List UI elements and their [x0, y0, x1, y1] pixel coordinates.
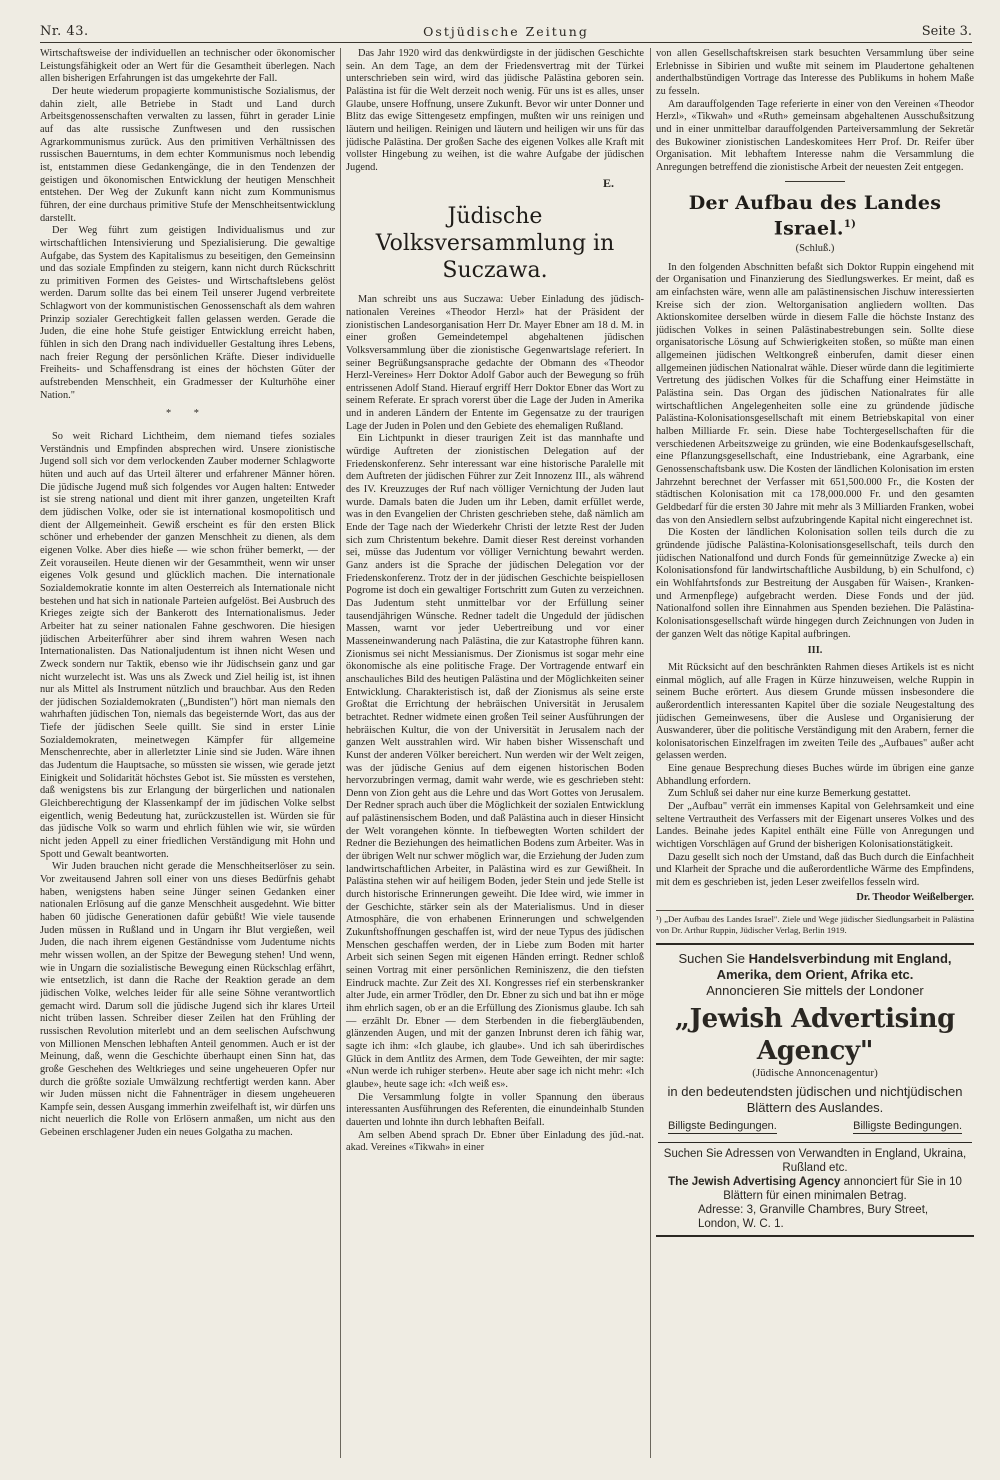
- paragraph: Eine genaue Besprechung dieses Buches würde im übrigen eine ganze Abhandlung erfordern.: [656, 763, 974, 787]
- article-headline: [656, 192, 974, 239]
- ad-condition: Billigste Bedingungen.: [853, 1120, 962, 1133]
- divider: [785, 181, 845, 182]
- ad-line: Annoncieren Sie mittels der Londoner: [706, 983, 924, 999]
- masthead: [40, 22, 972, 43]
- author: Dr. Theodor Weißelberger.: [856, 891, 974, 903]
- ad-text: annonciert für Sie in 10 Blättern für einen minimalen Betrag.: [723, 1175, 962, 1202]
- paragraph: Wirtschaftsweise der individuellen an technischer oder ökonomischer Leistungsfähigkeit oder an Wert für die Gesamtheit überlegen. Nach allen bisherigen Erfahrungen ist das umgekehrte der Fall.: [40, 48, 335, 85]
- advertisement-2: [658, 1142, 972, 1231]
- ad-subtitle: (Jüdische Annoncenagentur): [752, 1067, 878, 1080]
- column-3: [656, 48, 974, 1468]
- paragraph: Der Weg führt zum geistigen Individualismus und zur wirtschaftlichen Intensivierung und Spezialisierung. Die gewaltige Aufgabe, das System des Kapitalismus zu beseitigen, den Gemeinsinn und das soziale Empfinden zu steigern, kann nicht durch Rückschritt zu primitiven Formen des Geistes- und Wirtschaftslebens gelöst werden. Darum sollte das bei einem Teil unserer Jugend verbreitete Schlagwort von der kommunistischen Genossenschaft als dem wahren Prinzip sozialer Gerechtigkeit fallen gelassen werden. Gerade die Juden, die eine hohe Stufe geistiger Entwicklung erreicht haben, fühlen in sich den Drang nach individueller Gestaltung ihres Lebens, nach freier Regung der persönlichen Kräfte. Dieser individuelle Freiheits- und Schaffensdrang ist eines der höchsten Güter der aufstrebenden Menschheit, ein Gradmesser der Kulturhöhe einer Nation.": [40, 225, 335, 401]
- paragraph: In den folgenden Abschnitten befaßt sich Doktor Ruppin eingehend mit der Organisation und Finanzierung des Siedlungswerkes. Er meint, daß es am einfachsten wäre, wenn alle am palästinensischen Jischuw interessierten Kreise sich der zion. Weltorganisation angliedern wollten. Das Aktionskomitee derselben würde in diesem Falle die höchste Instanz des jüdischen Volkes in seinen Palästinabestrebungen sein. Sollte diese organisatorische Lösung auf Schwierigkeiten stoßen, so müßte man einen allgemeinen jüdischen Weltkongreß einberufen, damit dieser einen allgemeinen jüdischen Nationalrat wähle. Dieser würde dann die legitimierte Vertretung des jüdischen Volkes für die Schaffung einer Heimstätte in Palästina sein. Das Organ des jüdischen Nationalrates für alle wirtschaftlichen Angelegenheiten solle eine zu gründende jüdische Palästina-Kolonisationsgesellschaft mit einem Betriebskapital von einer halben Milliarde Fr. sein. Diese habe Tochtergesellschaften für die verschiedenen Arbeitszweige zu gründen, wie eine Bodenkaufsgesellschaft, eine Pflanzungsgesellschaft, eine Industriebank, eine Agrarbank, eine Genossenschaftsbank usw. Die Kosten der ländlichen Kolonisation im ersten Jahrzehnt berechnet der Verfasser mit 651,500.000 Fr., die Kosten der städtischen Kolonisation mit ca 178,000.000 Fr. und den gesamten Geldbedarf für die ersten 30 Jahre mit mehr als 3 Milliarden Franken, wobei das von den Ansiedlern selbst aufzubringende Kapital nicht eingerechnet ist.: [656, 261, 974, 526]
- paragraph: Wir Juden brauchen nicht gerade die Menschheitserlöser zu sein. Vor zweitausend Jahren soll einer von uns dieses Bedürfnis gehabt haben, wenigstens haben seine Jünger seinen Gedanken einer nationalen Erlösung auf die ganze Menschheit ausgedehnt. Wie bitter haben 60 jüdische Generationen dafür gebüßt! Wie viele tausende Juden müssen in Rußland und in Ungarn ihr Blut vergießen, weil Juden, die nach ihrem eigenen Geständnisse vom Judentume nichts mehr wissen wollen, an der Spitze der Bewegung stehen! Und wenn, wie in Ungarn die sozialistische Bewegung einen Rückschlag erfährt, wie entsetzlich, ist dann die Rache der Reaktion gerade an dem jüdischen Volke, welches leider für alle seine Söhne verantwortlich gemacht wird. Darum soll die jüdische Jugend sich ihr klares Urteil nicht trüben lassen. Schreiber dieser Zeilen hat den Frühling der russischen Revolution miterlebt und an dem seelischen Aufschwung von Millionen Menschen lebhaften Anteil genommen. Auch er ist der Meinung, daß, wenn die Geschichte überhaupt einen Sinn hat, das große Geschehen des Weltkrieges und seine ungeheueren Opfer nur durch die größte soziale Umwälzung rechtfertigt werden kann. Aber wir Juden müssen nicht die Fahnenträger in diesem ungeheueren Kampfe sein, dessen Ausgang immerhin zweifelhaft ist, wir dürfen uns nicht neuerlich die Rolle von Erlösern anmaßen, um nicht aus den Gebeinen erschlagener Juden ein neues Golgatha zu machen.: [40, 861, 335, 1139]
- ad-condition: Billigste Bedingungen.: [668, 1120, 777, 1133]
- paragraph: Man schreibt uns aus Suczawa: Ueber Einladung des jüdisch-nationalen Vereines «Theodor Herzl» hat der Präsident der zionistischen Landesorganisation Herr Dr. Mayer Ebner am 18 d. M. in einer großen Gemeindetempel abgehaltenen jüdischen Volksversammlung über die zionistische Gegenwartslage referiert. In seiner Begrüßungsansprache gedachte der Obmann des «Theodor Herzl-Vereines» Herr Doktor Adolf Gabor auch der Bewegung so früh entrissenen Adolf Stand. Hierauf ergriff Herr Doktor Ebner das Wort zu seinem Referate. Er sprach vorerst über die Lage der Juden in Amerika und in anderen Ländern der Entente im Gegensatze zu der traurigen Lage der Juden in Polen und den Gebiete des ehemaligen Rußland.: [346, 294, 644, 432]
- article-subtitle: (Schluß.): [795, 242, 835, 254]
- paragraph: Der heute wiederum propagierte kommunistische Sozialismus, der dahin zielt, alle Betriebe in Stadt und Land durch Arbeitsgenossenschaften verwalten zu lassen, führt in gerader Linie auf das alte russische Zunftwesen und den russischen Agrarkommunismus zurück. Aus den primitiven Verhältnissen des russischen Bauerntums, in dem echter Kommunismus noch lebendig ist, entstammen diese Gedankengänge, die in den Tendenzen der geistigen und ökonomischen Entwicklung der heutigen Menschheit entstehen. Der Weg der Zukunft kann nicht zum Kommunismus führen, der eine durchaus primitive Stufe der Menschheitsentwicklung darstellt.: [40, 85, 335, 224]
- paragraph: Mit Rücksicht auf den beschränkten Rahmen dieses Artikels ist es nicht einmal möglich, auf alle Fragen in Kürze hinzuweisen, welche Ruppin in seinem Buche erörtert. Aus diesem Grunde müssen insbesondere die außerordentlich interessanten Kapitel über die soziale Neugestaltung des jüdischen Gemeinwesens, über die Auslese und Organisierung der Auswanderer, über die politische Verständigung mit den Arabern, ferner die kolonisatorischen Einzelfragen im zweiten Teile des „Aufbaues" außer acht gelassen werden.: [656, 661, 974, 762]
- section-number: III.: [807, 645, 823, 657]
- column-rule: [340, 48, 341, 1458]
- headline-text: Der Aufbau des Landes Israel.: [688, 191, 942, 239]
- ad-line: [658, 951, 972, 983]
- ad-conditions: [668, 1120, 962, 1134]
- paragraph: Dazu gesellt sich noch der Umstand, daß das Buch durch die Einfachheit und Klarheit der Sprache und die außerordentliche Wärme des Empfindens, mit dem es geschrieben ist, jeden Leser zweifellos fesseln wird.: [656, 851, 974, 889]
- article-headline: Jüdische Volksversammlung in Suczawa.: [375, 204, 615, 284]
- paragraph: Am darauffolgenden Tage referierte in einer von den Vereinen «Theodor Herzl», «Tikwah» und «Ruth» gemeinsam abgehaltenen Ausschußsitzung und in einer unmittelbar darauffolgenden Parteiversammlung der Sekretär des Bukowiner zionistischen Landeskomitees Herr Prof. Dr. Reifer über Organisation. Mit lebhaftem Interesse nahm die Versammlung die Anregungen betreffend die zionistische Arbeit der neuesten Zeit entgegen.: [656, 98, 974, 173]
- ad-line: in den bedeutendsten jüdischen und nichtjüdischen Blättern des Auslandes.: [667, 1084, 963, 1116]
- paragraph: Zum Schluß sei daher nur eine kurze Bemerkung gestattet.: [668, 788, 911, 800]
- ad-line: [658, 1175, 972, 1203]
- ad-text: Suchen Sie: [678, 951, 749, 967]
- ad-headline: „Jewish Advertising Agency": [674, 1004, 956, 1067]
- footnote-mark: 1): [843, 218, 857, 230]
- paragraph: von allen Gesellschaftskreisen stark besuchten Versammlung über seine Erlebnisse in Sibirien und wußte mit seinem im Plaudertone gehaltenen anderthalbstündigen Vortrage das Interesse des Publikums in hohem Maße zu fesseln.: [656, 48, 974, 97]
- column-rule: [650, 48, 651, 1458]
- signature: E.: [602, 175, 614, 190]
- paragraph: Die Kosten der ländlichen Kolonisation sollen teils durch die zu gründende jüdische Palästina-Kolonisationsgesellschaft, teils durch den jüdischen Nationalfond und durch Fonds für gemeinnützige Zwecke a) ein Kolonisationsfond für landwirtschaftliche Ausbildung, b) ein Schulfond, c) ein Wohlfahrtsfonds zur Bestreitung der Ausgaben für Waisen-, Kranken- und Armenpflege) aufgebracht werden. Diese Fonds und der jüd. Nationalfond sollen ihre Einnahmen aus Spenden beziehen. Die Palästina-Kolonisationsgesellschaft würde hingegen durch Zeichnungen von Juden in der ganzen Welt das nötige Kapital aufbringen.: [656, 527, 974, 640]
- footnote: ¹) „Der Aufbau des Landes Israel". Ziele und Wege jüdischer Siedlungsarbeit in Palästina von Dr. Arthur Ruppin, Jüdischer Verlag, Berlin 1919.: [656, 910, 974, 935]
- advertisement: [656, 943, 974, 1236]
- paragraph: Am selben Abend sprach Dr. Ebner über Einladung des jüd.-nat. akad. Vereines «Tikwah» in einer: [346, 1129, 644, 1154]
- ad-text: Handelsverbindung mit England, Amerika, dem Orient, Afrika etc.: [716, 951, 952, 983]
- issue-number: Nr. 43.: [40, 24, 89, 39]
- paragraph: Ein Lichtpunkt in dieser traurigen Zeit ist das mannhafte und würdige Auftreten der zionistischen Delegation auf der Friedenskonferenz. Sehr interessant war eine historische Paralelle mit dem Auftreten der jüdischen Führer zur Zeit Innozenz III., als während des IV. Kreuzzuges der Ruf nach völliger Vernichtung der Juden laut wurde. Damals baten die Juden um ihr Leben, damit erfüllet werde, was in den Evangelien der Christen geschrieben stehe, daß nämlich am Ende der Tage nach der Wiederkehr Christi der letzte Rest der Juden sich zum Christentum bekehre. Damit dieser Rest dereinst vorhanden sei, müsse das Judentum vor völliger Vernichtung bewahrt werden. Ganz anders ist die Sprache der jüdischen Delegation vor der Friedenskonferenz. Trotz der in der jüdischen Geschichte beispiellosen Pogrome ist doch ein gewaltiger Fortschritt zum Guten zu verzeichnen. Das Judentum steht unmittelbar vor der Erfüllung seiner tausendjährigen Wünsche. Redner tadelt die Ungeduld der jüdischen Massen, warnt vor jeder Uebertreibung und vor einer Masseneinwanderung nach Palästina, die zur Katastrophe führen kann. Zionismus sei nicht Messianismus. Der Zionismus ist sogar mehr eine ökonomische als eine politische Frage. Der Vortragende entwarf ein anschauliches Bild des heutigen Palästina und der Möglichkeiten seiner Entwicklung. Charakteristisch ist, daß der Zionismus als seine erste Großtat die Errichtung der hebräischen Universität in Jerusalem betrachtet. Redner widmete einen großen Teil seiner Ausführungen der hebräischen Kultur, die von der Universität in Jerusalem nach der ganzen Welt ausstrahlen wird. Wir haben bisher Wissenschaft und Kunst der anderen Völker bereichert. Nun werden wir der Welt zeigen, was der jüdische Genius auf dem eigenen historischen Boden hervorzubringen vermag, damit wahr werde, wie es geschrieben steht: Denn von Zion geht aus die Lehre und das Wort Gottes von Jerusalem. Der Redner sprach auch über die Möglichkeit der sozialen Entwicklung auf palästinensischem Boden, und daß Palästina auch in dieser Hinsicht der Welt vorangehen könnte. In tiefbewegten Worten schildert der Redner die Beziehungen des heimatlichen Bodens zum Arbeiter. Was in der übrigen Welt nur schwer möglich war, die Erziehung der Juden zum landwirtschaftlichen Arbeiter, in Palästina wird es zur Gewißheit. In Palästina stehen wir auf heiligem Boden, jeder Stein und jede Stelle ist durch historische Erinnerungen geweiht. Die Idee wird, wie immer in der Geschichte, stärker sein als der Materialismus. Und in dieser Atmosphäre, die von erhabenen Erinnerungen und schwelgenden Zukunftshoffnungen geschaffen ist, wird der neue Typus des jüdischen Menschen geschaffen werden, der in Liebe zum Boden mit harter Arbeit sich seinen Segen mit eigenen Händen erringt. Redner schloß seinen Vortrag mit einer persönlichen Reminiszenz, die den tiefsten Eindruck machte. Zur Zeit des XI. Kongresses rief ein sterbenskranker alter Jude, ein armer Trödler, den Dr. Ebner zu sich und bat ihn er möge ihm ehrlich sagen, ob er an die Erfüllung des Zionismus glaube. Ich sah — erzählt Dr. Ebner — dem Sterbenden in die fiebergläubenden, glänzenden Augen, und mit der ganzen Inbrunst deren ich fähig war, sagte ich ihm: «Ich glaube, ich glaube». Und ich sah überirdisches Glück in dem Antlitz des Armen, dem Tode Geweihten, der mir sagte: «Nun werde ich ruhiger sterben». Heute aber sage ich nicht mehr: «Ich glaube», heute sage ich: «Ich weiß es».: [346, 433, 644, 1090]
- newspaper-title: Ostjüdische Zeitung: [423, 24, 589, 39]
- column-1: [40, 48, 335, 1468]
- paragraph: Die Versammlung folgte in voller Spannung den überaus interessanten Ausführungen des Referenten, die einundeinhalb Stunden dauerten und lohnte ihn durch lebhaften Beifall.: [346, 1091, 644, 1128]
- page-number: Seite 3.: [921, 24, 972, 39]
- section-divider: * *: [166, 408, 209, 420]
- paragraph: Der „Aufbau" verrät ein immenses Kapital von Gelehrsamkeit und eine seltene Vertrautheit des Verfassers mit der Eigenart unseres Volkes und des Landes. Beinahe jedes Kapitel enthält eine Fülle von Anregungen und wichtigen Vorschlägen auf Grund der bisherigen Kolonisationstätigkeit.: [656, 801, 974, 851]
- paragraph: Das Jahr 1920 wird das denkwürdigste in der jüdischen Geschichte sein. An dem Tage, an dem der Friedensvertrag mit der Türkei unterschrieben sein wird, wird das jüdische Palästina geboren sein. Palästina ist für die Welt derzeit noch wenig. Für uns ist es alles, unser Glaube, unsere Hoffnung, unsere Zukunft. Bevor wir unter Donner und Blitz das ewige Sittengesetz empfingen, mußten wir uns reinigen und läutern und heiligen. Reinigen und läutern und heiligen wir uns für das jüdische Palästina. Der großen Sache des eigenen Volkes alle Kraft mit vollster Hingebung zu weihen, ist die wahre Aufgabe der jüdischen Jugend.: [346, 48, 644, 173]
- paragraph: So weit Richard Lichtheim, dem niemand tiefes soziales Verständnis und Empfinden absprechen wird. Unsere zionistische Jugend soll sich vor dem verlockenden Zauber moderner Schlagworte hüten und auch auf das Urteil älterer und erfahrener Männer hören. Die jüdische Jugend muß sich folgendes vor Augen halten: Entweder ist sie streng national und dient mit ihrer ganzen, ungeteilten Kraft dem jüdischen Volke, oder sie ist international kosmopolitisch und dient der Allgemeinheit. Gewiß erscheint es für den ersten Blick schöner und erhebender der ganzen Menschheit zu dienen, als dem eigenen Volke. Aber dies hieße — wie schon früher bemerkt, — der Zeit vorauseilen. Heute dienen wir der Gesammtheit, wenn wir unser eigenes Volk gesund und glücklich machen. Die internationale Sozialdemokratie konnte im alten Oesterreich als Internationale nicht bestehen und hat sich in nationale Parteien aufgelöst. Bei Ausbruch des Krieges zeigte sich der Bankerott des Internationalismus. Jeder Arbeiter hat zu seiner nationalen Fahne geschworen. Die hiesigen jüdischen Arbeiterführer aber sind ihrem wahren Wesen nach Internationalisten. Das Nationaljudentum ist ihnen nicht Wesen und Zweck sondern nur Taktik, ebenso wie ihr Jüdischsein ganz und gar nicht wurzelecht ist. Was uns als Zweck und Ziel heilig ist, ist ihnen nur als Mittel als Instrument nützlich und brauchbar. Aus den Reden der jüdischen Sozialdemokraten („Bundisten") hört man niemals den wahrhaften jüdischen Ton, niemals das begeisternde Wort, das aus der Tiefe der jüdischen Seele quillt. Sie sind in erster Linie Sozialdemokraten, meinetwegen Kämpfer für allgemeine Menschenrechte, aber in allerletzter Linie sind sie Juden. Wäre ihnen das Judentum die Hauptsache, so müssten sie wissen, wie gerade jetzt Einigkeit und Solidarität höchstes Gebot ist. Sie müssten es verstehen, daß wenigstens bis zur Erlangung der bürgerlichen und nationalen Gleichberechtigung der Klassenkampf der im jüdischen Volke selbst eigentlich, wenig Bedeutung hat, zurückzustellen ist. Würden sie für das jüdische Volk so warm und ehrlich fühlen wie wir, sie würden nicht jeden Appell zu einer friedlichen Verständigung mit Hohn und Spott und Gewalt beantworten.: [40, 431, 335, 860]
- ad-line: Suchen Sie Adressen von Verwandten in England, Ukraina, Rußland etc.: [663, 1147, 967, 1174]
- ad-text: The Jewish Advertising Agency: [668, 1175, 841, 1188]
- ad-address: Adresse: 3, Granville Chambres, Bury Street, London, W. C. 1.: [698, 1203, 929, 1230]
- column-2: [346, 48, 644, 1468]
